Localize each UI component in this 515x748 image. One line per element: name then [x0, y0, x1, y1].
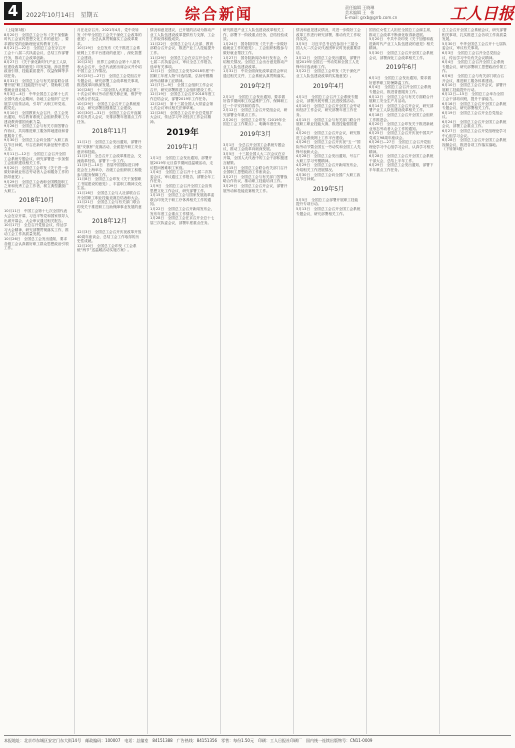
chronicle-entry: 6月24日 全国总工会召开全国工会系统会议，部署工会重点工作。: [442, 119, 507, 129]
chronicle-entry: 4月1日 全国总工会召开工会系统专题会议，部署开展劳模工匠进校园活动。: [296, 94, 359, 104]
chronicle-entry: 月在北京召开。2021年4月，党中央转发《中华全国总工会关于深化工会改革的意见》，全总认真贯彻落实工会改革要求。: [77, 28, 142, 46]
chronicle-entry: 6月26日—27日 全国总工会召开党组理论学习中心组学习会议，认真学习相关精神。: [369, 140, 434, 154]
month-heading: 2019年2月: [239, 82, 272, 90]
chronicle-entry: 3月29日 全国总工会召开会议，部署开展劳动和技能竞赛相关工作。: [223, 184, 288, 193]
issue-date: 2022年10月14日 星期五: [26, 12, 99, 19]
chronicle-entry: 5月13日 全国总工会召开全国工会系统专题会议，研究部署相关工作。: [296, 207, 361, 216]
chronicle-entry: 10月11日 中国工会第十七次全国代表大会在京开幕，习近平等党和国家领导人出席开幕会，大会审议通过相关报告。: [4, 209, 69, 223]
chronicle-entry: 9月10日 全国教育大会召开，总工会发出通知，号召教育系统工会组织教职工为建设教育强国贡献力量。: [4, 110, 69, 124]
chronicle-entry: 8月27日 《关于深化新时代产业工人队伍建设改革的意见》印发实施，涉及思想政治引领、技能素质提升、权益保障等多项任务。: [4, 60, 69, 78]
chronicle-entry: 6月25日 全国总工会召开庆祝中国共产党成立98周年座谈会。: [369, 131, 434, 140]
chronicle-entry: 2月1日 全国总工会发出通知，要求做好春节期间职工权益维护工作，保障职工过一个平安祥和的春节。: [223, 94, 288, 108]
chronicle-entry: 12月7日—9日 全国工会组织工作会议召开，研究部署推进工会组织建设工作。: [150, 83, 215, 92]
chronicle-entry: 6月28日 全国总工会召开全国工会系统视频会议，推进各项工作落实落地。: [442, 138, 507, 147]
chronicle-entry: 10月19日 全总发布《关于推进工会系统网上工作平台建设的意见》，深化智慧工会建设。: [77, 46, 142, 60]
chronicle-entry: 4月29日 全国总工会召开新闻发布会，介绍相关工作进展情况。: [296, 163, 361, 173]
chronicle-entry: 6月28日 全国总工会召开全国工会系统干部大会，总结上半年工作。: [369, 154, 434, 163]
month-heading: 2019年1月: [166, 144, 199, 152]
month-heading: 2018年12月: [92, 217, 127, 225]
chronicle-entry: 1月24日 国务院印发《关于进一步做好稳就业工作的意见》，工会组织积极参与做好就业帮扶工作。: [223, 41, 288, 55]
page-header: [0, 0, 515, 24]
chronicle-entry: 6月20日 全国总工会印发关于推进新就业形态劳动者入会工作的通知。: [369, 122, 434, 131]
chronicle-entry: 情况和意见建议情况，对进一步做好工会改革工作进行研究部署，推动有关工作取得实效。: [296, 28, 361, 42]
chronicle-entry: 总工会召开全国工会系统会议，研究部署相关事项，扎实推进工会各项工作高质量发展。: [442, 28, 507, 42]
chronicle-entry: 6月27日 全国总工会召开党组理论学习中心组学习会议。: [442, 129, 507, 138]
chronicle-entry: 6月19日 全国总工会召开全总党组会议。: [442, 110, 503, 120]
chronicle-entry: 6月3日 全国总工会召开全总党组会议，传达学习中央有关会议精神。: [442, 50, 501, 60]
chronicle-entry: 12月19日 全国总工会召开2018年度工作总结会议，部署2019年工作任务。: [150, 92, 215, 101]
chronicle-entry: 8月31日 全国总工会与有关部委联合部署开展“职工技能提升行动”，帮助职工增强就业创业能力。: [4, 78, 69, 92]
article-column: [369, 28, 434, 173]
chronicle-entry: 6月4日 全国总工会召开全国工会系统专题会议，推进普惠服务工作。: [369, 85, 432, 94]
section-title: 综合新闻: [185, 5, 254, 23]
chronicle-entry: 12月24日 第十三届全国人大常委会第七次会议审议相关法律草案。: [150, 101, 214, 111]
chronicle-entry: 6月16日 全国总工会召开全国工会系统专题会议，研究部署相关工作。: [442, 101, 507, 111]
month-heading: 2019年5月: [312, 185, 345, 193]
editor-info: [345, 5, 397, 20]
chronicle-entry: 6月12日 全国总工会与有关方面联合开展职工安全生产月活动。: [369, 94, 434, 104]
chronicle-entry: 10月25日—27日 全国总工会党组召开专题会议，研究部署工会改革相关事项，推进改革向纵深发展。: [77, 73, 142, 88]
column-divider: [220, 28, 221, 734]
chronicle-entry: 1月22日 全国总工会召开新闻发布会，发布年度工会重点工作情况。: [150, 207, 215, 216]
chronicle-entry: 国首位女性工人担任全国总工会副主席，推动工会改革不断深化取得新进展。: [369, 28, 434, 37]
column-divider: [74, 28, 75, 734]
newspaper-logo: 工人日报: [450, 4, 515, 23]
chronicle-entry: 研究推进产业工人队伍建设改革相关工作，部署下一阶段重点任务，总结经验成效。: [223, 28, 288, 42]
chronicle-entry: 11月3日 全总召开工会改革推进会，交流改革经验，部署下一步工作。: [77, 154, 142, 163]
column-divider: [293, 28, 294, 734]
editor-line: E-mail: grxb@grrb.com.cn: [345, 15, 398, 20]
chronicle-entry: 6月4日 全国总工会召开全国工会系统专题会议，研究部署职工思想政治引领工作。: [442, 60, 507, 74]
chronicle-entry: 6月29日 全国总工会发出通知，部署下半年重点工作任务。: [369, 163, 434, 173]
chronicle-entry: 11月16日 全国总工会与人社部联合召开全国职工职业技能竞赛总结表彰大会。: [77, 191, 142, 200]
article-column: [223, 28, 288, 193]
chronicle-entry: 4月15日 全国总工会与有关部门联合开展职工职业技能大赛，推进技能强国建设。: [296, 117, 361, 131]
chronicle-entry: 4月28日 全国总工会发出通知，号召广大职工学习劳模精神。: [296, 154, 361, 163]
chronicle-entry: 3月5日 习近平总书记在参加十三届全国人大二次会议代表团审议时发表重要讲话。: [296, 41, 361, 55]
chronicle-entry: 5月30日 中华全国总工会召开十七届执委会议，审议有关事项。: [442, 41, 507, 51]
chronicle-entry: 3月12日 全国总工会发出通知，部署开展2019年全国五一劳动奖和全国工人先锋号评选表彰工作。: [296, 55, 361, 69]
article-column: [296, 28, 361, 216]
chronicle-entry: 11月8日 全国总工会印发《关于加强职工书屋建设的意见》，丰富职工精神文化生活。: [77, 177, 142, 191]
chronicle-entry: 11月5日—10日 首届中国国际进口博览会在上海举办，各级工会组织职工积极参与服务保障工作。: [77, 163, 142, 177]
chronicle-entry: 8月20日 全国总工会公布《关于加强新时代工会宣传思想文化工作的意见》，要求做好党的创新理论宣传教育工作。: [4, 32, 69, 46]
article-column: [4, 28, 69, 251]
chronicle-entry: 1月4日 全国总工会召开十七届二次执委会议，审议通过工作报告，部署全年工作任务。: [150, 170, 215, 184]
editor-line: 责任编辑 王晓琳: [345, 5, 375, 10]
chronicle-entry: 1月28日 全国总工会在京召开全总十七届三次执委会议，部署年度重点任务。: [150, 216, 215, 225]
chronicle-entry: 2月20日 全国总工会印发《2019年全国总工会工作要点》，明确年度任务。: [223, 117, 286, 127]
chronicle-entry: 4月20日 全国总工会召开会议，研究推进工会系统网上工作平台建设。: [296, 131, 361, 140]
chronicle-entry: 12月28日 全国总工会召开全总党组扩大会议，传达学习中央经济工作会议精神。: [150, 110, 214, 124]
chronicle-entry: 11月29日 全国总工会在京召开全总十七届二次执委会议，审议全总工作报告，选举有关事项。: [150, 55, 215, 69]
column-divider: [439, 28, 440, 734]
month-heading: 2018年10月: [19, 197, 54, 205]
chronicle-entry: 10月23日 世界工会联合会第十八届代表大会召开，全总代表团出席会议并介绍中国工会工作情况。: [77, 60, 142, 74]
chronicle-entry: 4月10日 全国总工会召开全国工会劳动和经济工作会议，研究部署年度工作任务。: [296, 103, 361, 117]
chronicle-entry: 3月27日 全国总工会与有关部门签署战略合作协议，推动职工技能培训工作。: [223, 174, 288, 184]
article-column: [150, 28, 215, 225]
chronicle-entry: 4月30日 全国总工会向全国广大职工致以节日问候。: [296, 172, 361, 182]
chronicle-entry: 9月30日 全国总工会向全国广大职工致以节日问候，号召在新时代新征程中建功立业。: [4, 138, 69, 152]
chronicle-entry: 10月30日—31日 全国总工会召开直属单位负责人会议，安排部署年度重点工作任务。: [77, 110, 142, 124]
chronicle-entry: 3月1日 全总召开全国工会系统专题会议，推动工会改革向纵深发展。: [223, 142, 286, 152]
chronicle-entry: 6月12日—15日 全国总工会举办全国工会干部培训班，提升干部能力。: [442, 92, 504, 101]
month-heading: 2018年11月: [92, 128, 127, 136]
chronicle-entry: 12月3日 全国总工会召开庆祝改革开放40周年座谈会，总结工会工作取得的历史性成就。: [77, 229, 142, 244]
chronicle-entry: 9月29日 全国总工会表彰全国模范职工之家和优秀工会工作者，树立典型激励广大职工。: [4, 179, 69, 193]
chronicle-entry: 9月26日 全国总工会与有关方面签署合作协议，共同推进职工服务阵地建设和普惠服务工作。: [4, 124, 69, 138]
footer-text: 本报地址：北京市东城区安定门东大街14号 邮政编码：100007 电话：总编室 84151388 广告热线：84151356 零售：每份1.50元 印刷：工人日报社印刷厂 国内统一连续出版物号：CN11-0009: [4, 738, 373, 743]
chronicle-entry: 6月18日 全国总工会召开全国工会组织工作推进会。: [369, 112, 434, 122]
footer-rule: [4, 735, 511, 736]
chronicle-entry: 11月1日 全国总工会发出通知，部署开展“安康杯”竞赛活动，全面提升职工安全意识和技能。: [77, 140, 142, 154]
column-divider: [366, 28, 367, 734]
chronicle-entry: 4月26日 全国总工会召开庆祝“五一”国际劳动节暨全国五一劳动奖和全国工人先锋号表彰大会。: [296, 140, 361, 154]
editor-line: 美术编辑 王 伟: [345, 10, 375, 15]
chronicle-entry: 12月10日 全国总工会印发《工会系统“两节”送温暖活动实施方案》。: [77, 243, 137, 253]
column-divider: [147, 28, 148, 734]
chronicle-entry: 5月30日 全国总工会召开全国工会系统会议，部署深化工会改革相关工作。: [369, 50, 434, 60]
chronicle-entry: 6月1日 全国总工会发出通知，要求做好夏季职工防暑降温工作。: [369, 76, 432, 85]
chronicle-entry: 11月22日 全国总工会与人社部、教育部联合召开会议，推进产业工人技能提升工作。: [150, 41, 215, 55]
chronicle-entry: 6月6日 全国总工会与有关部门联合召开会议，推进职工服务体系建设。: [442, 73, 505, 83]
month-heading: 2019年3月: [239, 130, 272, 138]
chronicle-entry: 1月9日 全国总工会召开全国工会宣传思想文化工作会议，研究部署工作。: [150, 184, 213, 193]
chronicle-entry: 6月10日 全国总工会召开会议，部署开展职工技能提升行动。: [442, 83, 507, 92]
chronicle-entry: （上接第3版）: [4, 28, 28, 32]
article-column: [442, 28, 507, 152]
chronicle-entry: 11月21日 全国总工会与有关部门联合印发关于推进职工互助保障事业发展的意见。: [77, 200, 142, 214]
chronicle-entry: 10月28日 十二届全国人大常委会第三十次会议审议劳动法相关修正案，维护劳动者合法权益。: [77, 87, 142, 101]
month-heading: 2019年6月: [385, 64, 418, 72]
chronicle-entry: 3月15日 全国总工会联合有关部门召开全国职工思想政治工作座谈会。: [223, 165, 288, 175]
chronicle-entry: 5月5日 全国总工会部署开展职工技能提升专项行动。: [296, 197, 359, 207]
chronicle-entry: 12月1日 全国总工会发布2018年度“中国职工年度人物”评选结果，弘扬劳模精神劳动精神工匠精神。: [150, 69, 215, 83]
chronicle-entry: 9月11日—12日 全国总工会召开全国工会系统专题会议，研究部署进一步加强工会组织建设相关工作。: [4, 152, 69, 166]
chronicle-entry: 9月3日—4日 中华全国总工会第十七次全国代表大会期间，各地工会组织广泛开展学习宣传活动，引导广大职工听党话、跟党走。: [4, 92, 69, 111]
chronicle-entry: 6月14日 全国总工会召开会议，研究部署产业工人队伍建设改革相关工作。: [369, 103, 434, 113]
chronicle-entry: 10月29日 全国总工会召开工会系统座谈会，研究部署加强基层工会建设。: [77, 101, 141, 111]
chronicle-entry: 8月21日—22日 全国总工会在京召开工会十八届二次执委会议，总结工作部署任务，推动工会改革创新。: [4, 46, 69, 60]
article-column: [77, 28, 142, 253]
chronicle-entry: 3月22日 全国总工会印发《关于深化产业工人队伍建设改革的实施意见》。: [296, 69, 361, 78]
month-heading: 2019年4月: [312, 82, 345, 90]
chronicle-entry: 2月12日 全国总工会召开党组会议，研究部署全年重点工作。: [223, 108, 288, 117]
chronicle-entry: 10月17日 全总召开党组会议，传达学习大会精神，研究部署贯彻落实工作，推动工会工作高质量发展。: [4, 223, 69, 237]
chronicle-entry: 3月5日 十三届全国人大二次会议在京开幕，全国人大代表中的工会干部积极建言献策。: [223, 151, 288, 166]
chronicle-entry: 1月1日 全国总工会发出通知，部署开展2019年元旦春节期间送温暖活动，走访慰问困难职工家庭。: [150, 156, 214, 170]
chronicle-entry: 9月20日 全国总工会印发《关于进一步做好新就业形态劳动者入会和服务工作的指导意见》。: [4, 165, 69, 179]
header-rule: [4, 23, 511, 25]
year-heading: 2019年: [166, 128, 199, 139]
chronicle-entry: 1月15日 全国总工会与国家发展改革委联合印发关于职工疗休养相关工作的通知。: [150, 193, 215, 207]
chronicle-entry: 1月31日 中央全面深化改革委员会审议通过相关文件，工会系统认真贯彻落实。: [223, 69, 288, 78]
chronicle-entry: 5月20日 中共中央印发《关于加强和改进新时代产业工人队伍建设的意见》相关精神。: [369, 37, 434, 51]
chronicle-entry: 1月27日 国务院新闻办举行发布会，介绍相关情况。全国总工会出台意见推动产业工人队伍建设改革。: [223, 55, 288, 69]
chronicle-entry: 情况和意见建议，已开展的活动为推动产业工人队伍建设改革提供有力支撑，工会工作取得积极成效。: [150, 28, 215, 42]
chronicle-entry: 10月26日 全国总工会发出通知，要求各级工会认真做好职工群众思想政治引领工作。: [4, 236, 69, 251]
page-number: 4: [4, 2, 22, 20]
chronicle-entry: （下转第5版）: [442, 147, 466, 152]
